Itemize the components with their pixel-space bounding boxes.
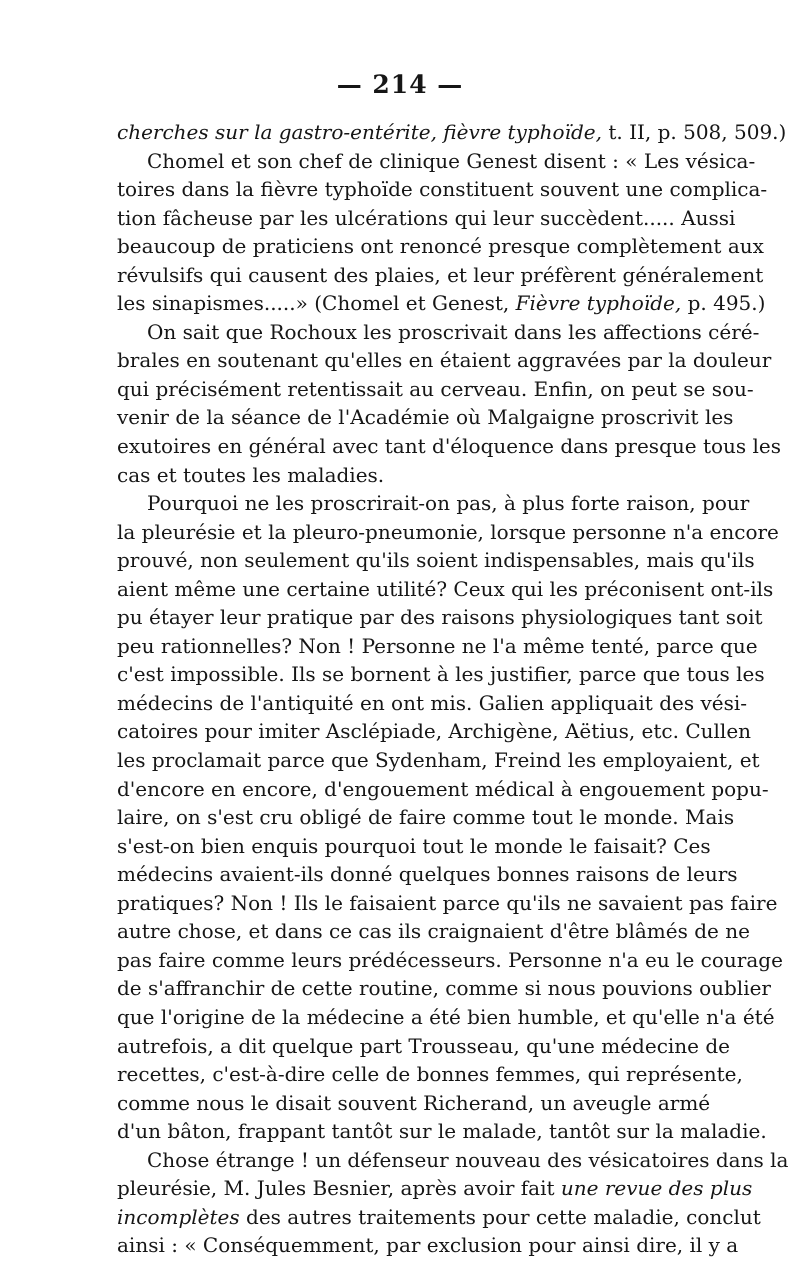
text-segment: aient même une certaine utilité? Ceux qui les préconisent ont-ils: [117, 576, 774, 601]
text-segment: pas faire comme leurs prédécesseurs. Personne n'a eu le courage: [117, 947, 783, 972]
text-line: [117, 461, 685, 490]
italic-text: une revue des plus: [560, 1176, 753, 1201]
text-line: [117, 289, 766, 318]
text-segment: qui précisément retentissait au cerveau. Enfin, on peut se sou-: [117, 376, 754, 401]
italic-text: Fièvre typhoïde,: [515, 291, 682, 316]
text-line: [117, 632, 758, 661]
text-line: [117, 432, 782, 461]
text-segment: prouvé, non seulement qu'ils soient indispensables, mais qu'ils: [117, 548, 755, 573]
text-line: [117, 803, 735, 832]
text-segment: médecins de l'antiquité en ont mis. Galien appliquait des vési-: [117, 690, 748, 715]
text-line: [117, 1203, 761, 1232]
text-line: [117, 603, 763, 632]
text-segment: d'encore en encore, d'engouement médical à engouement popu-: [117, 776, 769, 801]
text-line: [117, 1231, 739, 1260]
text-segment: pu étayer leur pratique par des raisons physiologiques tant soit: [117, 605, 763, 630]
text-line: [117, 518, 779, 547]
text-segment: toires dans la fièvre typhoïde constituent souvent une complica-: [117, 177, 768, 202]
text-line: [117, 346, 772, 375]
text-line: [117, 232, 764, 261]
text-line: [117, 118, 787, 147]
text-line: [117, 1089, 711, 1118]
text-line: [117, 375, 754, 404]
text-line: [117, 1174, 753, 1203]
text-line: [117, 1032, 730, 1061]
text-line: [117, 403, 734, 432]
text-line: [117, 689, 748, 718]
text-segment: catoires pour imiter Asclépiade, Archigène, Aëtius, etc. Cullen: [117, 719, 752, 744]
text-line: [117, 832, 711, 861]
text-segment: pratiques? Non ! Ils le faisaient parce qu'ils ne savaient pas faire: [117, 890, 778, 915]
text-segment: les proclamait parce que Sydenham, Freind les employaient, et: [117, 748, 760, 773]
text-line: [117, 974, 771, 1003]
text-segment: laire, on s'est cru obligé de faire comme tout le monde. Mais: [117, 805, 735, 830]
text-line: [117, 746, 760, 775]
text-segment: beaucoup de praticiens ont renoncé presque complètement aux: [117, 234, 764, 259]
text-segment: p. 495.): [681, 291, 766, 316]
text-segment: ainsi : « Conséquemment, par exclusion pour ainsi dire, il y a: [117, 1233, 739, 1258]
text-line: [117, 175, 768, 204]
text-line: [117, 775, 769, 804]
text-segment: peu rationnelles? Non ! Personne ne l'a même tenté, parce que: [117, 633, 758, 658]
text-segment: les sinapismes.....» (Chomel et Genest,: [117, 291, 516, 316]
text-line: [117, 204, 736, 233]
text-segment: t. II, p. 508, 509.): [601, 120, 787, 144]
text-segment: cas et toutes les maladies.: [117, 462, 385, 487]
text-line: [117, 946, 783, 975]
italic-text: cherches sur la gastro-entérite, fièvre typhoïde,: [117, 120, 602, 144]
text-segment: pleurésie, M. Jules Besnier, après avoir fait: [117, 1176, 561, 1201]
text-line: [117, 1146, 789, 1175]
text-line: [117, 318, 760, 347]
text-line: [117, 889, 778, 918]
text-segment: tion fâcheuse par les ulcérations qui leur succèdent..... Aussi: [117, 205, 736, 230]
italic-text: incomplètes: [117, 1204, 240, 1229]
text-segment: autrefois, a dit quelque part Trousseau, qu'une médecine de: [117, 1033, 730, 1058]
text-segment: que l'origine de la médecine a été bien humble, et qu'elle n'a été: [117, 1004, 775, 1029]
text-line: [117, 147, 756, 176]
text-line: [117, 489, 750, 518]
text-line: [117, 917, 750, 946]
text-segment: brales en soutenant qu'elles en étaient aggravées par la douleur: [117, 348, 772, 373]
text-segment: comme nous le disait souvent Richerand, un aveugle armé: [117, 1090, 711, 1115]
text-line: [117, 261, 764, 290]
text-segment: On sait que Rochoux les proscrivait dans les affections céré-: [147, 319, 760, 344]
text-segment: autre chose, et dans ce cas ils craignaient d'être blâmés de ne: [117, 919, 750, 944]
text-segment: Pourquoi ne les proscrirait-on pas, à plus forte raison, pour: [147, 491, 750, 516]
page-number: — 214 —: [336, 70, 464, 99]
text-segment: des autres traitements pour cette maladie, conclut: [239, 1204, 761, 1229]
text-segment: venir de la séance de l'Académie où Malgaigne proscrivit les: [117, 405, 734, 430]
text-segment: la pleurésie et la pleuro-pneumonie, lorsque personne n'a encore: [117, 519, 779, 544]
text-line: [117, 717, 752, 746]
text-segment: médecins avaient-ils donné quelques bonnes raisons de leurs: [117, 862, 738, 887]
text-segment: recettes, c'est-à-dire celle de bonnes femmes, qui représente,: [117, 1062, 743, 1087]
text-segment: c'est impossible. Ils se bornent à les justifier, parce que tous les: [117, 662, 765, 687]
text-segment: de s'affranchir de cette routine, comme si nous pouvions oublier: [117, 976, 771, 1001]
text-segment: exutoires en général avec tant d'éloquence dans presque tous les: [117, 434, 782, 459]
text-line: [117, 1117, 767, 1146]
text-segment: révulsifs qui causent des plaies, et leur préfèrent généralement: [117, 262, 764, 287]
text-segment: Chomel et son chef de clinique Genest disent : « Les vésica-: [147, 148, 756, 173]
text-segment: Chose étrange ! un défenseur nouveau des vésicatoires dans la: [147, 1147, 789, 1172]
text-segment: d'un bâton, frappant tantôt sur le malade, tantôt sur la maladie.: [117, 1119, 767, 1144]
text-line: [117, 660, 765, 689]
body-text: [117, 118, 789, 1260]
text-line: [117, 546, 755, 575]
text-segment: s'est-on bien enquis pourquoi tout le monde le faisait? Ces: [117, 833, 711, 858]
text-line: [117, 1060, 743, 1089]
text-line: [117, 860, 738, 889]
text-line: [117, 1003, 775, 1032]
text-line: [117, 575, 774, 604]
